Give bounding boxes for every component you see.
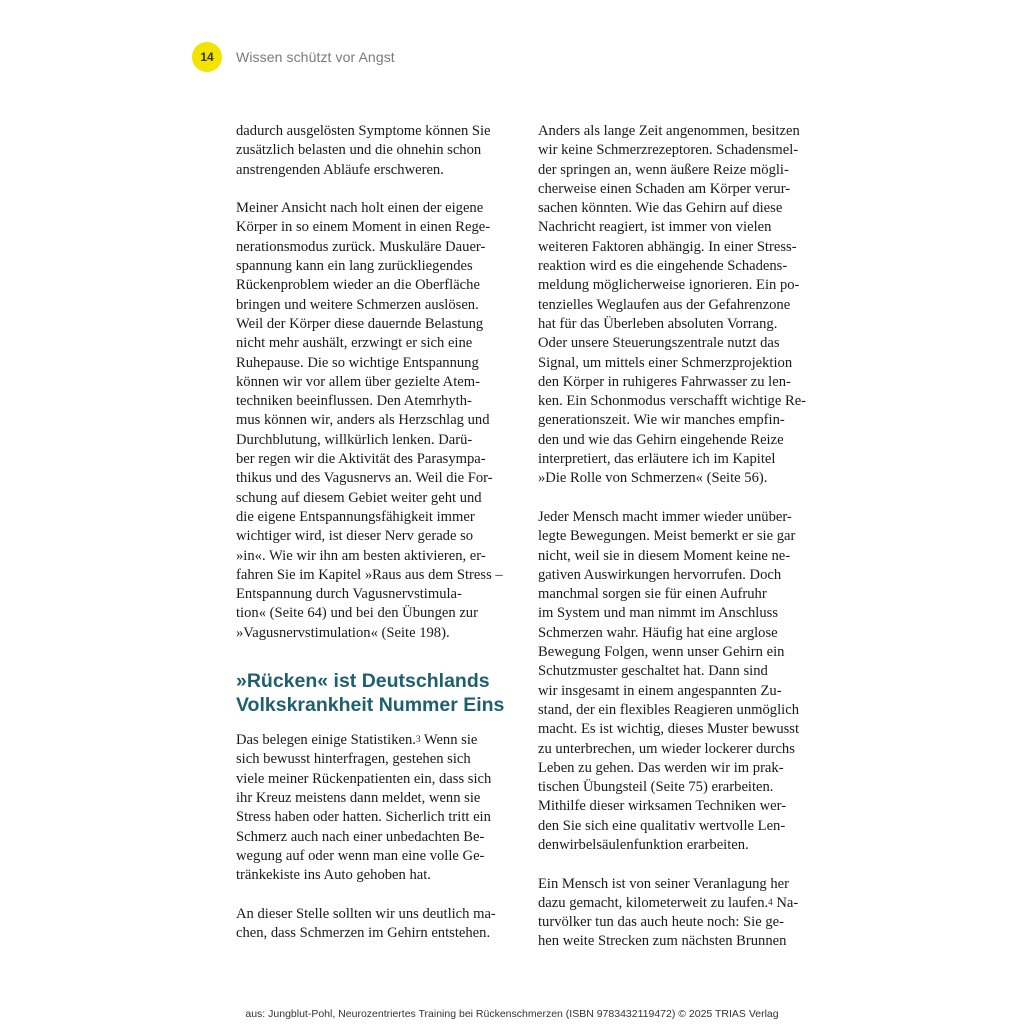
text-line: wegung auf oder wenn man eine volle Ge-	[236, 847, 485, 864]
text-line: »in«. Wie wir ihn am besten aktivieren, er-	[236, 547, 486, 564]
text-line: schung auf diesem Gebiet weiter geht und	[236, 489, 482, 506]
heading-line: »Rücken« ist Deutschlands	[236, 670, 490, 693]
page-number-badge	[192, 42, 222, 72]
text-line: dazu gemacht, kilometerweit zu laufen.$^4$ Na-	[538, 894, 799, 911]
text-line: Schmerzen wahr. Häufig hat eine arglose	[538, 624, 778, 641]
text-line: Stress haben oder hatten. Sicherlich tritt ein	[236, 809, 491, 826]
right-paragraph-1	[538, 122, 810, 489]
text-line: können wir vor allem über gezielte Atem-	[236, 373, 480, 390]
text-line: dadurch ausgelösten Symptome können Sie	[236, 123, 491, 139]
left-paragraph-3	[236, 731, 508, 885]
text-line: generationszeit. Wie wir manches empfin-	[538, 412, 785, 429]
text-line: fahren Sie im Kapitel »Raus aus dem Stress –	[236, 566, 503, 583]
text-line: der springen an, wenn äußere Reize mögli-	[538, 161, 789, 178]
heading-line: Volkskrankheit Nummer Eins	[236, 694, 505, 717]
text-line: techniken beeinflussen. Den Atemrhyth-	[236, 393, 472, 410]
running-head: Wissen schützt vor Angst	[236, 49, 395, 65]
text-line: Weil der Körper diese dauernde Belastung	[236, 315, 484, 332]
text-line: wir insgesamt in einem angespannten Zu-	[538, 682, 782, 699]
text-line: meldung möglicherweise ignorieren. Ein po-	[538, 277, 800, 294]
text-line: Das belegen einige Statistiken.$^3$ Wenn sie	[236, 732, 478, 749]
text-line: nerationsmodus zurück. Muskuläre Dauer-	[236, 238, 486, 255]
left-paragraph-4	[236, 905, 508, 944]
footnote-marker: 3	[415, 734, 421, 745]
text-line: Rückenproblem wieder an die Oberfläche	[236, 277, 480, 294]
text-line: spannung kann ein lang zurückliegendes	[236, 258, 473, 275]
text-line: legte Bewegungen. Meist bemerkt er sie gar	[538, 528, 796, 545]
text-line: Durchblutung, willkürlich lenken. Darü-	[236, 431, 473, 448]
text-line: den Körper in ruhigeres Fahrwasser zu len-	[538, 373, 791, 390]
text-line: thikus und des Vagusnervs an. Weil die For-	[236, 470, 493, 487]
text-line: denwirbelsäulenfunktion erarbeiten.	[538, 836, 749, 853]
text-line: Schutzmuster geschaltet hat. Dann sind	[538, 663, 768, 680]
right-column	[538, 122, 810, 952]
text-line: hat für das Überleben absoluten Vorrang.	[538, 315, 778, 332]
text-line: chen, dass Schmerzen im Gehirn entstehen.	[236, 924, 491, 941]
text-line: Nachricht reagiert, ist immer von vielen	[538, 219, 772, 236]
text-line: »Vagusnervstimulation« (Seite 198).	[236, 624, 450, 641]
text-line: Bewegung Folgen, wenn unser Gehirn ein	[538, 644, 785, 661]
text-line: Leben zu gehen. Das werden wir im prak-	[538, 759, 784, 776]
text-line: stand, der ein flexibles Reagieren unmöglich	[538, 701, 799, 718]
text-line: wichtiger wird, ist dieser Nerv gerade so	[236, 528, 474, 545]
text-line: mus können wir, anders als Herzschlag und	[236, 412, 490, 429]
text-line: tischen Übungsteil (Seite 75) erarbeiten.	[538, 779, 774, 796]
text-line: den Sie sich eine qualitativ wertvolle Len-	[538, 817, 786, 834]
text-line: gativen Auswirkungen hervorrufen. Doch	[538, 566, 782, 583]
text-line: bringen und weitere Schmerzen auslösen.	[236, 296, 479, 313]
text-line: Oder unsere Steuerungszentrale nutzt das	[538, 335, 780, 352]
text-line: macht. Es ist wichtig, dieses Muster bewusst	[538, 721, 800, 738]
text-line: nicht, weil sie in diesem Moment keine ne-	[538, 547, 791, 564]
right-paragraph-3	[538, 875, 810, 952]
text-line: zusätzlich belasten und die ohnehin schon	[236, 142, 482, 159]
left-column	[236, 122, 508, 943]
text-line: die eigene Entspannungsfähigkeit immer	[236, 508, 475, 525]
text-line: turvölker tun das auch heute noch: Sie ge-	[538, 914, 784, 931]
text-line: Ruhepause. Die so wichtige Entspannung	[236, 354, 479, 371]
text-line: Signal, um mittels einer Schmerzprojektion	[538, 354, 793, 371]
text-line: wir keine Schmerzrezeptoren. Schadensmel-	[538, 142, 799, 159]
text-line: hen weite Strecken zum nächsten Brunnen	[538, 933, 787, 950]
text-line: ihr Kreuz meistens dann meldet, wenn sie	[236, 789, 481, 806]
text-line: Mithilfe dieser wirksamen Techniken wer-	[538, 798, 787, 815]
text-line: cherweise einen Schaden am Körper verur-	[538, 180, 791, 197]
text-line: sich bewusst hinterfragen, gestehen sich	[236, 751, 471, 768]
text-line: sachen könnten. Wie das Gehirn auf diese	[538, 200, 783, 217]
text-line: weiteren Faktoren abhängig. In einer Stress-	[538, 238, 797, 255]
text-line: Ein Mensch ist von seiner Veranlagung her	[538, 875, 790, 892]
section-heading	[236, 669, 508, 717]
text-line: Meiner Ansicht nach holt einen der eigene	[236, 200, 484, 217]
text-line: Anders als lange Zeit angenommen, besitzen	[538, 123, 800, 139]
text-line: im System und man nimmt im Anschluss	[538, 605, 778, 622]
right-paragraph-2	[538, 508, 810, 855]
page-number: 14	[200, 50, 214, 64]
text-line: reaktion wird es die eingehende Schadens-	[538, 258, 788, 275]
text-line: anstrengenden Abläufe erschweren.	[236, 161, 444, 178]
text-line: ber regen wir die Aktivität des Parasympa-	[236, 451, 486, 468]
text-line: den und wie das Gehirn eingehende Reize	[538, 431, 784, 448]
text-line: zu unterbrechen, um wieder lockerer durchs	[538, 740, 795, 757]
text-line: viele meiner Rückenpatienten ein, dass sich	[236, 770, 492, 787]
text-line: manchmal sorgen sie für einen Aufruhr	[538, 586, 767, 603]
text-line: Entspannung durch Vagusnervstimula-	[236, 586, 462, 603]
text-line: Körper in so einem Moment in einen Rege-	[236, 219, 491, 236]
text-line: ken. Ein Schonmodus verschafft wichtige Re-	[538, 393, 807, 410]
text-line: Jeder Mensch macht immer wieder unüber-	[538, 508, 792, 525]
left-paragraph-2	[236, 199, 508, 643]
text-line: interpretiert, das erläutere ich im Kapitel	[538, 451, 776, 468]
text-line: tränkekiste ins Auto gehoben hat.	[236, 867, 431, 884]
text-line: Schmerz auch nach einer unbedachten Be-	[236, 828, 485, 845]
text-line: tenzielles Weglaufen aus der Gefahrenzone	[538, 296, 791, 313]
text-line: nicht mehr aushält, erzwingt er sich eine	[236, 335, 473, 352]
text-line: An dieser Stelle sollten wir uns deutlich ma-	[236, 905, 496, 922]
text-line: »Die Rolle von Schmerzen« (Seite 56).	[538, 470, 768, 487]
copyright-footer: aus: Jungblut-Pohl, Neurozentriertes Training bei Rückenschmerzen (ISBN 9783432119472) © 2025 TRIAS Verlag	[245, 1008, 779, 1020]
text-line: tion« (Seite 64) und bei den Übungen zur	[236, 605, 478, 622]
left-paragraph-1	[236, 122, 508, 180]
footnote-marker: 4	[768, 896, 773, 907]
